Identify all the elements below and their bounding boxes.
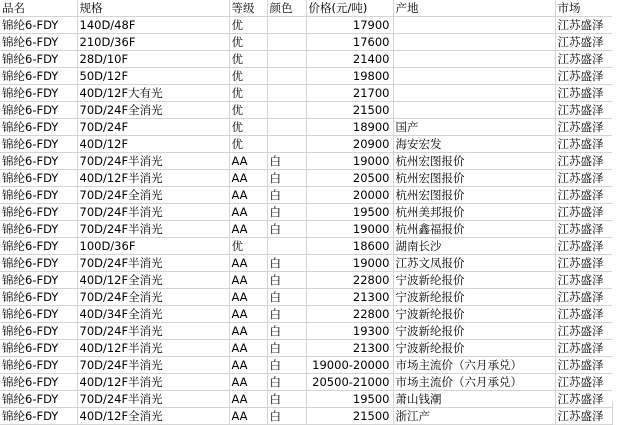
header-grade[interactable]: 等级 [229,0,267,17]
cell-spec[interactable]: 70D/24F全消光 [77,102,229,119]
cell-origin[interactable]: 湖南长沙 [393,238,555,255]
cell-origin[interactable]: 杭州宏图报价 [393,153,555,170]
cell-price[interactable]: 19000 [306,221,393,238]
cell-spec[interactable]: 40D/12F [77,136,229,153]
cell-grade[interactable]: AA [229,204,267,221]
table-row [0,323,612,340]
table-row [0,289,612,306]
cell-price[interactable]: 21300 [306,340,393,357]
table-row [0,238,612,255]
cell-color[interactable] [267,34,306,51]
cell-color[interactable]: 白 [267,306,306,323]
cell-grade[interactable]: AA [229,323,267,340]
cell-spec[interactable]: 140D/48F [77,17,229,34]
cell-name[interactable]: 锦纶6-FDY [0,391,77,408]
cell-origin[interactable]: 杭州宏图报价 [393,187,555,204]
cell-market[interactable]: 江苏盛泽 [555,51,612,68]
cell-price[interactable]: 19000-20000 [306,357,393,374]
cell-name[interactable]: 锦纶6-FDY [0,238,77,255]
cell-market[interactable]: 江苏盛泽 [555,221,612,238]
cell-origin[interactable]: 杭州鑫福报价 [393,221,555,238]
cell-grade[interactable]: AA [229,272,267,289]
cell-color[interactable]: 白 [267,340,306,357]
cell-name[interactable]: 锦纶6-FDY [0,34,77,51]
cell-price[interactable]: 18900 [306,119,393,136]
cell-market[interactable]: 江苏盛泽 [555,204,612,221]
header-market[interactable]: 市场 [555,0,612,17]
cell-market[interactable]: 江苏盛泽 [555,391,612,408]
cell-market[interactable]: 江苏盛泽 [555,187,612,204]
cell-name[interactable]: 锦纶6-FDY [0,204,77,221]
cell-name[interactable]: 锦纶6-FDY [0,289,77,306]
cell-grade[interactable]: AA [229,255,267,272]
table-row [0,170,612,187]
table-row [0,153,612,170]
table-row [0,340,612,357]
cell-grade[interactable]: AA [229,306,267,323]
cell-spec[interactable]: 70D/24F全消光 [77,187,229,204]
cell-origin[interactable]: 宁波新纶报价 [393,272,555,289]
cell-color[interactable] [267,119,306,136]
cell-price[interactable]: 21400 [306,51,393,68]
cell-market[interactable]: 江苏盛泽 [555,119,612,136]
cell-spec[interactable]: 70D/24F半消光 [77,323,229,340]
cell-color[interactable] [267,51,306,68]
cell-name[interactable]: 锦纶6-FDY [0,153,77,170]
cell-origin[interactable] [393,85,555,102]
table-row [0,51,612,68]
cell-price[interactable]: 20000 [306,187,393,204]
cell-market[interactable]: 江苏盛泽 [555,357,612,374]
cell-origin[interactable] [393,102,555,119]
cell-price[interactable]: 21500 [306,408,393,425]
cell-name[interactable]: 锦纶6-FDY [0,306,77,323]
table-row [0,357,612,374]
cell-spec[interactable]: 40D/12F半消光 [77,374,229,391]
cell-name[interactable]: 锦纶6-FDY [0,408,77,425]
cell-color[interactable] [267,136,306,153]
cell-spec[interactable]: 70D/24F半消光 [77,221,229,238]
cell-spec[interactable]: 70D/24F半消光 [77,204,229,221]
cell-name[interactable]: 锦纶6-FDY [0,221,77,238]
table-row [0,204,612,221]
cell-name[interactable]: 锦纶6-FDY [0,85,77,102]
cell-price[interactable]: 19500 [306,204,393,221]
table-row [0,85,612,102]
cell-grade[interactable]: AA [229,408,267,425]
table-row [0,34,612,51]
cell-color[interactable]: 白 [267,374,306,391]
cell-grade[interactable]: AA [229,187,267,204]
cell-name[interactable]: 锦纶6-FDY [0,136,77,153]
cell-origin[interactable] [393,68,555,85]
table-row [0,136,612,153]
table-row [0,221,612,238]
cell-color[interactable] [267,238,306,255]
cell-market[interactable]: 江苏盛泽 [555,272,612,289]
table-row [0,68,612,85]
table-row [0,17,612,34]
cell-spec[interactable]: 40D/12F半消光 [77,170,229,187]
cell-origin[interactable]: 宁波新纶报价 [393,306,555,323]
cell-spec[interactable]: 70D/24F半消光 [77,153,229,170]
header-spec[interactable]: 规格 [77,0,229,17]
cell-color[interactable]: 白 [267,255,306,272]
cell-color[interactable] [267,17,306,34]
cell-market[interactable]: 江苏盛泽 [555,289,612,306]
cell-color[interactable] [267,102,306,119]
cell-grade[interactable]: AA [229,374,267,391]
cell-origin[interactable]: 浙江产 [393,408,555,425]
cell-price[interactable]: 22800 [306,306,393,323]
cell-spec[interactable]: 40D/12F全消光 [77,272,229,289]
cell-color[interactable]: 白 [267,170,306,187]
cell-market[interactable]: 江苏盛泽 [555,102,612,119]
cell-grade[interactable]: AA [229,289,267,306]
table-row [0,255,612,272]
cell-price[interactable]: 19500 [306,391,393,408]
cell-origin[interactable]: 宁波新纶报价 [393,323,555,340]
cell-spec[interactable]: 70D/24F半消光 [77,391,229,408]
cell-color[interactable]: 白 [267,289,306,306]
cell-spec[interactable]: 70D/24F半消光 [77,357,229,374]
cell-grade[interactable]: AA [229,357,267,374]
cell-color[interactable]: 白 [267,221,306,238]
cell-grade[interactable]: 优 [229,238,267,255]
cell-origin[interactable]: 宁波新纶报价 [393,289,555,306]
cell-price[interactable]: 19300 [306,323,393,340]
cell-price[interactable]: 21500 [306,102,393,119]
cell-name[interactable]: 锦纶6-FDY [0,170,77,187]
cell-spec[interactable]: 50D/12F [77,68,229,85]
table-row [0,272,612,289]
cell-origin[interactable]: 杭州宏图报价 [393,170,555,187]
cell-grade[interactable]: 优 [229,136,267,153]
cell-origin[interactable]: 国产 [393,119,555,136]
cell-name[interactable]: 锦纶6-FDY [0,357,77,374]
cell-spec[interactable]: 40D/34F全消光 [77,306,229,323]
cell-price[interactable]: 20500-21000 [306,374,393,391]
cell-grade[interactable]: 优 [229,85,267,102]
cell-color[interactable]: 白 [267,204,306,221]
table-row [0,391,612,408]
cell-color[interactable]: 白 [267,187,306,204]
cell-market[interactable]: 江苏盛泽 [555,340,612,357]
cell-origin[interactable]: 市场主流价（六月承兑） [393,374,555,391]
cell-grade[interactable]: AA [229,153,267,170]
header-row [0,0,612,17]
cell-market[interactable]: 江苏盛泽 [555,374,612,391]
cell-spec[interactable]: 28D/10F [77,51,229,68]
cell-name[interactable]: 锦纶6-FDY [0,374,77,391]
cell-origin[interactable]: 江苏文凤报价 [393,255,555,272]
cell-grade[interactable]: AA [229,340,267,357]
cell-name[interactable]: 锦纶6-FDY [0,340,77,357]
table-row [0,119,612,136]
cell-spec[interactable]: 40D/12F半消光 [77,340,229,357]
cell-color[interactable]: 白 [267,391,306,408]
cell-spec[interactable]: 70D/24F半消光 [77,255,229,272]
cell-origin[interactable]: 杭州美邦报价 [393,204,555,221]
sheet-margin [612,0,618,401]
cell-spec[interactable]: 70D/24F [77,119,229,136]
cell-market[interactable]: 江苏盛泽 [555,153,612,170]
cell-name[interactable]: 锦纶6-FDY [0,68,77,85]
cell-grade[interactable]: 优 [229,51,267,68]
cell-price[interactable]: 17900 [306,17,393,34]
cell-market[interactable]: 江苏盛泽 [555,85,612,102]
cell-market[interactable]: 江苏盛泽 [555,408,612,425]
cell-color[interactable]: 白 [267,357,306,374]
cell-name[interactable]: 锦纶6-FDY [0,17,77,34]
header-name[interactable]: 品名 [0,0,77,17]
cell-origin[interactable]: 海安宏发 [393,136,555,153]
cell-origin[interactable]: 宁波新纶报价 [393,340,555,357]
cell-grade[interactable]: 优 [229,102,267,119]
cell-price[interactable]: 19800 [306,68,393,85]
cell-market[interactable]: 江苏盛泽 [555,255,612,272]
cell-name[interactable]: 锦纶6-FDY [0,187,77,204]
cell-grade[interactable]: 优 [229,68,267,85]
cell-grade[interactable]: 优 [229,34,267,51]
cell-origin[interactable]: 萧山钱潮 [393,391,555,408]
cell-price[interactable]: 21700 [306,85,393,102]
cell-origin[interactable]: 市场主流价（六月承兑） [393,357,555,374]
cell-name[interactable]: 锦纶6-FDY [0,323,77,340]
cell-name[interactable]: 锦纶6-FDY [0,255,77,272]
header-color[interactable]: 颜色 [267,0,306,17]
cell-color[interactable] [267,85,306,102]
cell-market[interactable]: 江苏盛泽 [555,34,612,51]
cell-market[interactable]: 江苏盛泽 [555,17,612,34]
cell-market[interactable]: 江苏盛泽 [555,68,612,85]
cell-origin[interactable] [393,34,555,51]
cell-spec[interactable]: 210D/36F [77,34,229,51]
cell-market[interactable]: 江苏盛泽 [555,306,612,323]
cell-color[interactable]: 白 [267,153,306,170]
cell-price[interactable]: 20500 [306,170,393,187]
cell-grade[interactable]: AA [229,391,267,408]
cell-price[interactable]: 21300 [306,289,393,306]
header-origin[interactable]: 产地 [393,0,555,17]
cell-origin[interactable] [393,51,555,68]
cell-color[interactable] [267,68,306,85]
table-row [0,102,612,119]
table-row [0,408,612,425]
cell-price[interactable]: 18600 [306,238,393,255]
cell-origin[interactable] [393,17,555,34]
cell-color[interactable]: 白 [267,408,306,425]
cell-name[interactable]: 锦纶6-FDY [0,102,77,119]
cell-name[interactable]: 锦纶6-FDY [0,272,77,289]
cell-name[interactable]: 锦纶6-FDY [0,51,77,68]
cell-grade[interactable]: 优 [229,17,267,34]
cell-grade[interactable]: 优 [229,119,267,136]
header-price[interactable]: 价格(元/吨) [306,0,393,17]
cell-spec[interactable]: 40D/12F大有光 [77,85,229,102]
cell-spec[interactable]: 100D/36F [77,238,229,255]
cell-color[interactable]: 白 [267,323,306,340]
cell-price[interactable]: 19000 [306,255,393,272]
cell-name[interactable]: 锦纶6-FDY [0,119,77,136]
cell-grade[interactable]: AA [229,221,267,238]
table-row [0,306,612,323]
cell-price[interactable]: 19000 [306,153,393,170]
cell-price[interactable]: 20900 [306,136,393,153]
cell-color[interactable]: 白 [267,272,306,289]
cell-market[interactable]: 江苏盛泽 [555,238,612,255]
cell-grade[interactable]: AA [229,170,267,187]
cell-price[interactable]: 17600 [306,34,393,51]
cell-spec[interactable]: 70D/24F全消光 [77,289,229,306]
cell-spec[interactable]: 40D/12F全消光 [77,408,229,425]
cell-market[interactable]: 江苏盛泽 [555,136,612,153]
cell-market[interactable]: 江苏盛泽 [555,170,612,187]
cell-market[interactable]: 江苏盛泽 [555,323,612,340]
table-row [0,187,612,204]
table-row [0,374,612,391]
cell-price[interactable]: 22800 [306,272,393,289]
